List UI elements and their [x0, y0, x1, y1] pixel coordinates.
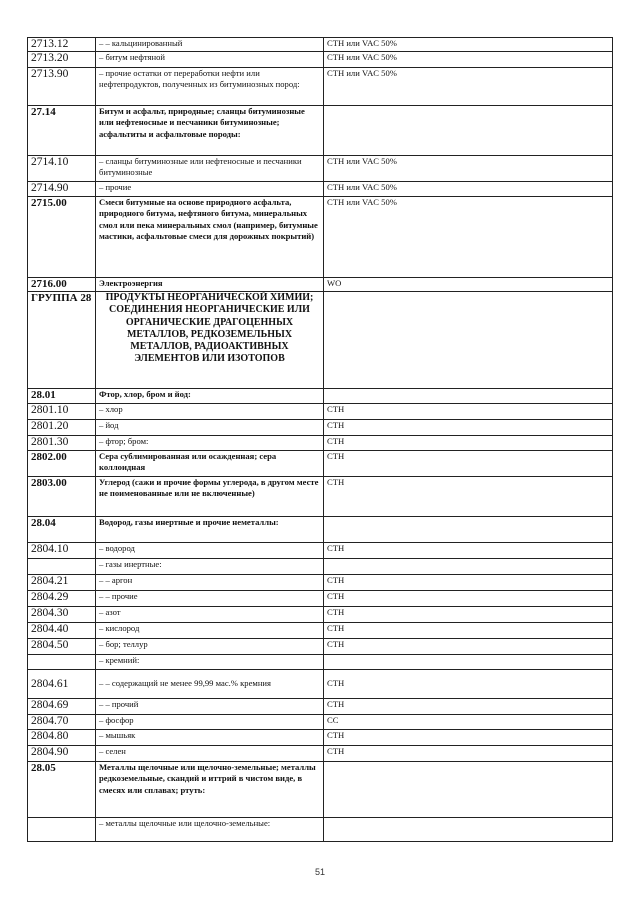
tariff-code: 2804.69	[28, 699, 96, 715]
tariff-code: 2803.00	[28, 477, 96, 517]
table-row	[28, 715, 613, 730]
table-row	[28, 670, 613, 699]
table-row	[28, 451, 613, 477]
origin-rule: СТН	[324, 420, 613, 436]
goods-description: – кремний:	[96, 655, 324, 670]
goods-description: – металлы щелочные или щелочно-земельные:	[96, 818, 324, 842]
table-row	[28, 292, 613, 389]
tariff-code: 27.14	[28, 106, 96, 156]
tariff-code: 2713.12	[28, 38, 96, 52]
table-row	[28, 517, 613, 543]
origin-rule: СТН	[324, 451, 613, 477]
origin-rule: СТН или VAC 50%	[324, 38, 613, 52]
tariff-code: 28.05	[28, 762, 96, 818]
origin-rule: СТН	[324, 591, 613, 607]
table-row	[28, 730, 613, 746]
origin-rule: СТН или VAC 50%	[324, 68, 613, 106]
tariff-code: 2802.00	[28, 451, 96, 477]
table-row	[28, 436, 613, 451]
origin-rule: СТН	[324, 575, 613, 591]
origin-rule: СТН	[324, 607, 613, 623]
tariff-code: 2804.10	[28, 543, 96, 559]
table-row	[28, 420, 613, 436]
tariff-code: 2801.10	[28, 404, 96, 420]
origin-rule	[324, 389, 613, 404]
tariff-code: 2804.50	[28, 639, 96, 655]
tariff-table	[27, 37, 613, 842]
origin-rule: СТН или VAC 50%	[324, 52, 613, 68]
goods-description: – азот	[96, 607, 324, 623]
goods-description: – – прочий	[96, 699, 324, 715]
table-row	[28, 623, 613, 639]
goods-description: – прочие	[96, 182, 324, 197]
origin-rule: СТН	[324, 436, 613, 451]
origin-rule: СТН или VAC 50%	[324, 197, 613, 278]
table-row	[28, 52, 613, 68]
origin-rule: СТН или VAC 50%	[324, 182, 613, 197]
origin-rule: СТН	[324, 543, 613, 559]
table-row	[28, 699, 613, 715]
goods-description: Фтор, хлор, бром и йод:	[96, 389, 324, 404]
goods-description: – – аргон	[96, 575, 324, 591]
table-row	[28, 38, 613, 52]
tariff-code: 2714.10	[28, 156, 96, 182]
tariff-code: 2801.30	[28, 436, 96, 451]
tariff-code: 2804.61	[28, 670, 96, 699]
table-row	[28, 655, 613, 670]
goods-description: Смеси битумные на основе природного асфальта, природного битума, нефтяного битума, минеральных смол или пека минеральных смол (например, битумные мастики, асфальтовые смеси для дорожных покрытий)	[96, 197, 324, 278]
origin-rule	[324, 517, 613, 543]
goods-description: – селен	[96, 746, 324, 762]
goods-description: – йод	[96, 420, 324, 436]
goods-description: – – прочие	[96, 591, 324, 607]
table-row	[28, 106, 613, 156]
table-row	[28, 278, 613, 292]
group-title: ПРОДУКТЫ НЕОРГАНИЧЕСКОЙ ХИМИИ; СОЕДИНЕНИЯ НЕОРГАНИЧЕСКИЕ ИЛИ ОРГАНИЧЕСКИЕ ДРАГОЦЕННЫХ МЕТАЛЛОВ, РЕДКОЗЕМЕЛЬНЫХ МЕТАЛЛОВ, РАДИОАКТИВНЫХ ЭЛЕМЕНТОВ ИЛИ ИЗОТОПОВ	[96, 292, 324, 389]
table-row	[28, 197, 613, 278]
table-row	[28, 156, 613, 182]
table-row	[28, 746, 613, 762]
goods-description: – сланцы битуминозные или нефтеносные и песчаники битуминозные	[96, 156, 324, 182]
tariff-table-body	[28, 38, 613, 842]
tariff-code: 28.04	[28, 517, 96, 543]
origin-rule	[324, 106, 613, 156]
origin-rule: СТН	[324, 730, 613, 746]
tariff-code	[28, 655, 96, 670]
table-row	[28, 607, 613, 623]
goods-description: – – содержащий не менее 99,99 мас.% кремния	[96, 670, 324, 699]
page-number: 51	[314, 867, 325, 877]
table-row	[28, 818, 613, 842]
tariff-code: 2804.70	[28, 715, 96, 730]
tariff-code: 2804.30	[28, 607, 96, 623]
origin-rule: СТН или VAC 50%	[324, 156, 613, 182]
goods-description: – водород	[96, 543, 324, 559]
origin-rule	[324, 818, 613, 842]
origin-rule: WO	[324, 278, 613, 292]
goods-description: – фтор; бром:	[96, 436, 324, 451]
origin-rule: СТН	[324, 623, 613, 639]
goods-description: Сера сублимированная или осажденная; сера коллоидная	[96, 451, 324, 477]
tariff-code: 2716.00	[28, 278, 96, 292]
origin-rule	[324, 762, 613, 818]
tariff-code: 2804.40	[28, 623, 96, 639]
table-row	[28, 477, 613, 517]
goods-description: – прочие остатки от переработки нефти или нефтепродуктов, полученных из битуминозных пород:	[96, 68, 324, 106]
tariff-code: 2713.20	[28, 52, 96, 68]
origin-rule	[324, 655, 613, 670]
goods-description: – кислород	[96, 623, 324, 639]
origin-rule: СТН	[324, 699, 613, 715]
table-row	[28, 404, 613, 420]
table-row	[28, 559, 613, 575]
origin-rule	[324, 559, 613, 575]
table-row	[28, 543, 613, 559]
origin-rule: СС	[324, 715, 613, 730]
tariff-code: 2804.29	[28, 591, 96, 607]
table-row	[28, 575, 613, 591]
goods-description: – мышьяк	[96, 730, 324, 746]
tariff-code: 28.01	[28, 389, 96, 404]
tariff-code: 2804.21	[28, 575, 96, 591]
goods-description: Углерод (сажи и прочие формы углерода, в другом месте не поименованные или не включенные)	[96, 477, 324, 517]
tariff-code: 2801.20	[28, 420, 96, 436]
tariff-code: 2804.80	[28, 730, 96, 746]
origin-rule: СТН	[324, 746, 613, 762]
goods-description: Водород, газы инертные и прочие неметаллы:	[96, 517, 324, 543]
goods-description: – бор; теллур	[96, 639, 324, 655]
tariff-code: 2804.90	[28, 746, 96, 762]
table-row	[28, 182, 613, 197]
goods-description: – битум нефтяной	[96, 52, 324, 68]
goods-description: Битум и асфальт, природные; сланцы битуминозные или нефтеносные и песчаники битуминозные; асфальтиты и асфальтовые породы:	[96, 106, 324, 156]
tariff-code	[28, 818, 96, 842]
goods-description: – газы инертные:	[96, 559, 324, 575]
origin-rule: СТН	[324, 404, 613, 420]
table-row	[28, 68, 613, 106]
goods-description: – хлор	[96, 404, 324, 420]
tariff-code: 2715.00	[28, 197, 96, 278]
table-row	[28, 762, 613, 818]
tariff-code	[28, 559, 96, 575]
goods-description: – – кальцинированный	[96, 38, 324, 52]
goods-description: – фосфор	[96, 715, 324, 730]
origin-rule: СТН	[324, 639, 613, 655]
group-code: ГРУППА 28	[28, 292, 96, 389]
table-row	[28, 591, 613, 607]
table-row	[28, 639, 613, 655]
table-row	[28, 389, 613, 404]
origin-rule: СТН	[324, 670, 613, 699]
tariff-code: 2714.90	[28, 182, 96, 197]
goods-description: Электроэнергия	[96, 278, 324, 292]
origin-rule: СТН	[324, 477, 613, 517]
tariff-code: 2713.90	[28, 68, 96, 106]
goods-description: Металлы щелочные или щелочно-земельные; металлы редкоземельные, скандий и иттрий в чистом виде, в смесях или сплавах; ртуть:	[96, 762, 324, 818]
origin-rule	[324, 292, 613, 389]
